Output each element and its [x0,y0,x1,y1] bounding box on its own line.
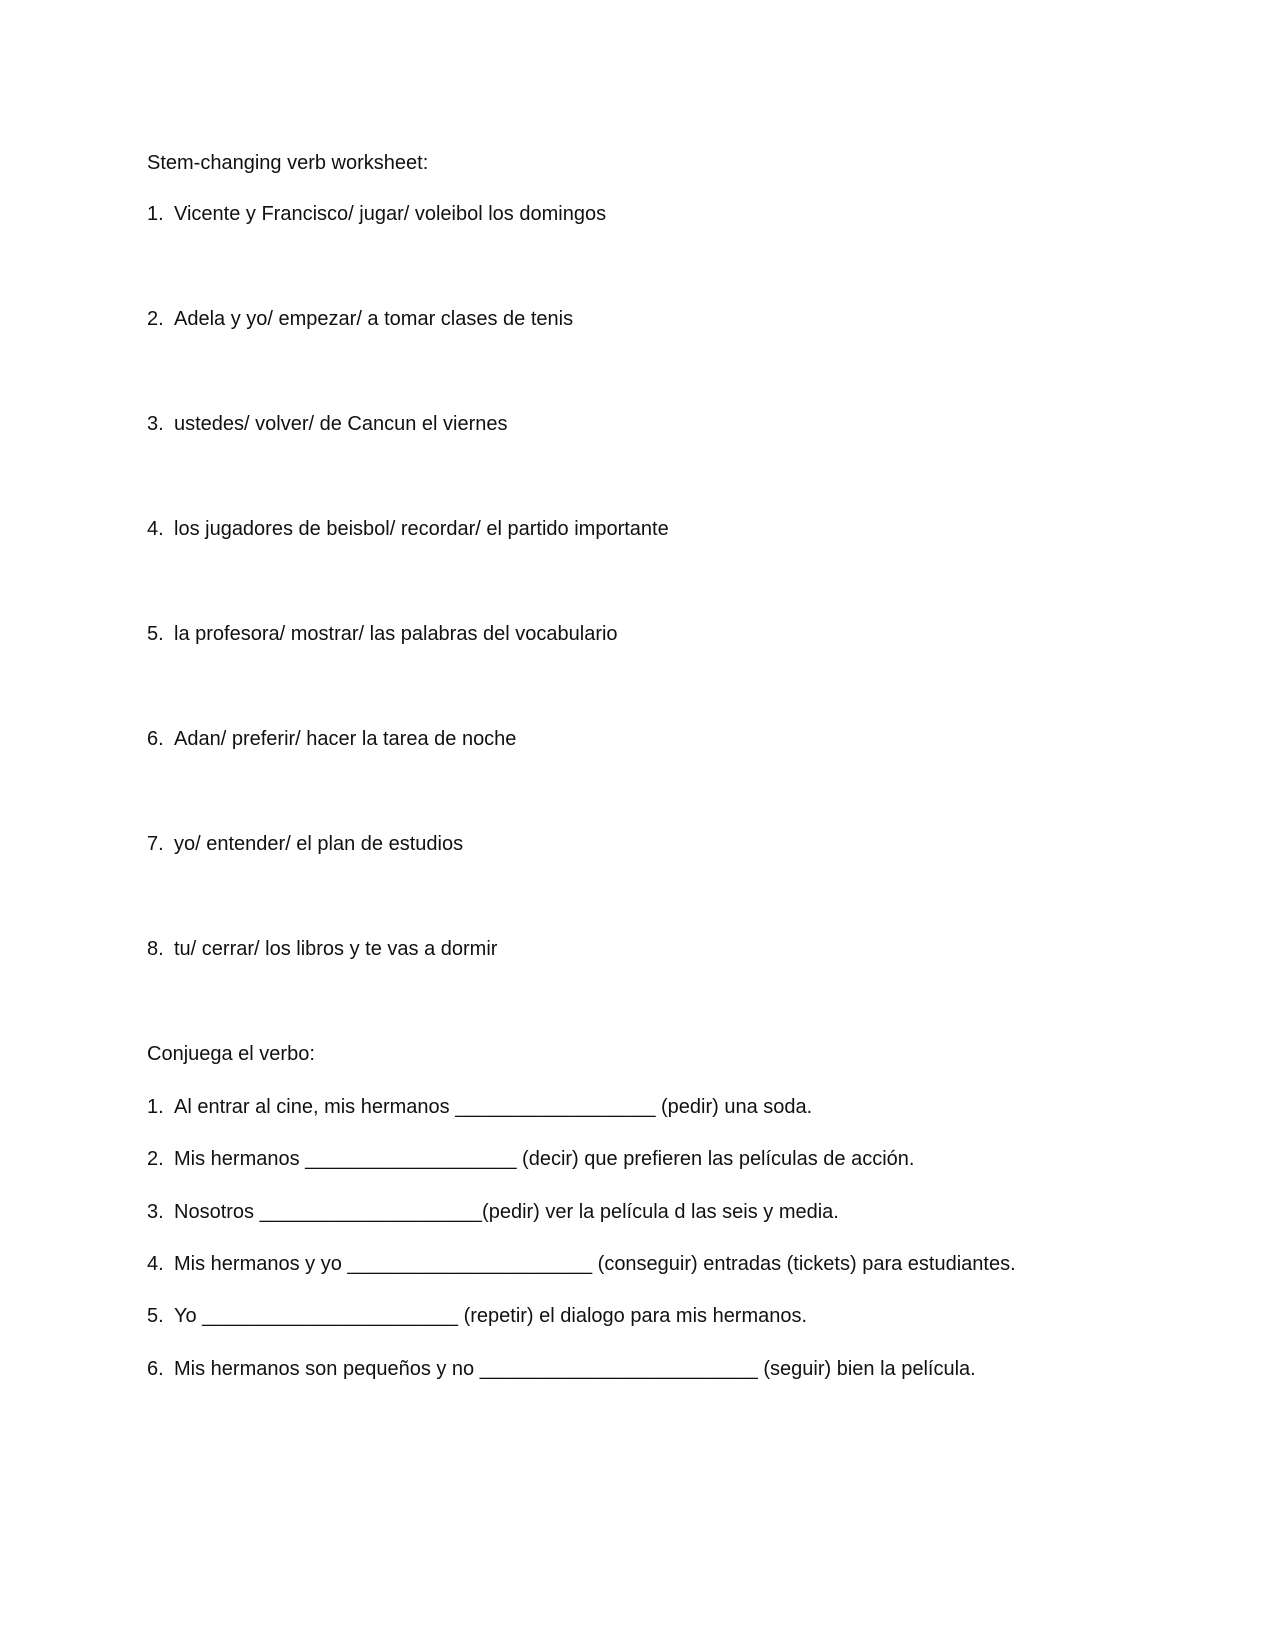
fill-in-item [147,1252,1016,1276]
item-number: 3. [147,413,164,435]
item-text: Adela y yo/ empezar/ a tomar clases de tenis [174,308,574,330]
sentence-item [147,517,669,541]
item-text: Yo _______________________ (repetir) el dialogo para mis hermanos. [174,1305,808,1327]
sentence-item [147,202,606,226]
item-text: Mis hermanos ___________________ (decir) que prefieren las películas de acción. [174,1148,915,1170]
item-text: Mis hermanos y yo ______________________ (conseguir) entradas (tickets) para estudiantes. [174,1253,1016,1275]
item-number: 1. [147,1096,164,1118]
item-text: la profesora/ mostrar/ las palabras del vocabulario [174,623,618,645]
item-number: 8. [147,938,164,960]
item-text: tu/ cerrar/ los libros y te vas a dormir [174,938,498,960]
section-title-conjuga: Conjuega el verbo: [147,1043,315,1065]
item-text: Al entrar al cine, mis hermanos __________________ (pedir) una soda. [174,1096,813,1118]
fill-in-item [147,1304,807,1328]
item-text: Mis hermanos son pequeños y no _________________________ (seguir) bien la película. [174,1358,976,1380]
sentence-item [147,937,497,961]
item-number: 2. [147,308,164,330]
item-number: 4. [147,1253,164,1275]
item-number: 1. [147,203,164,225]
fill-in-item [147,1357,976,1381]
item-number: 7. [147,833,164,855]
fill-in-item [147,1095,812,1119]
item-number: 5. [147,623,164,645]
item-number: 6. [147,1358,164,1380]
fill-in-item [147,1200,839,1224]
item-number: 3. [147,1201,164,1223]
item-text: los jugadores de beisbol/ recordar/ el partido importante [174,518,669,540]
item-text: Vicente y Francisco/ jugar/ voleibol los domingos [174,203,607,225]
item-text: ustedes/ volver/ de Cancun el viernes [174,413,508,435]
item-number: 5. [147,1305,164,1327]
item-number: 2. [147,1148,164,1170]
sentence-item [147,412,508,436]
item-text: Nosotros ____________________(pedir) ver la película d las seis y media. [174,1201,839,1223]
item-number: 6. [147,728,164,750]
sentence-item [147,622,618,646]
sentence-item [147,727,516,751]
fill-in-item [147,1147,914,1171]
sentence-item [147,307,573,331]
sentence-item [147,832,463,856]
item-text: Adan/ preferir/ hacer la tarea de noche [174,728,517,750]
item-text: yo/ entender/ el plan de estudios [174,833,464,855]
section-title-stem-changing: Stem-changing verb worksheet: [147,152,429,174]
item-number: 4. [147,518,164,540]
